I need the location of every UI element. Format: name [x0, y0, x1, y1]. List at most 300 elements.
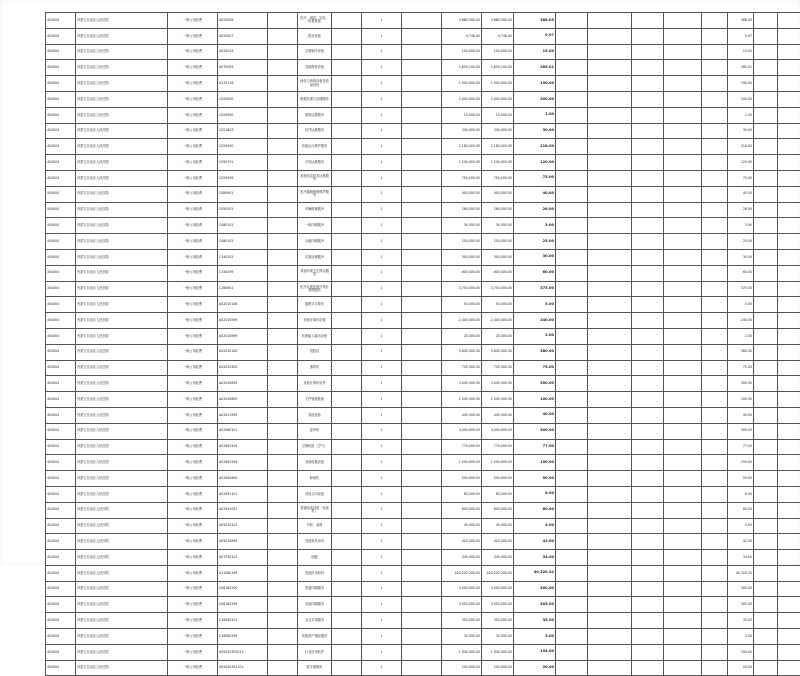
cell-blank: [632, 91, 664, 107]
cell-blank: [556, 360, 588, 376]
cell-quantity: 1: [362, 423, 402, 439]
cell-blank: [332, 534, 362, 550]
cell-blank: [778, 265, 800, 281]
cell-blank: [556, 186, 588, 202]
cell-blank: [588, 534, 632, 550]
cell-code: 404004: [46, 407, 76, 423]
cell-funding-type: 一般公用经费: [168, 486, 218, 502]
cell-blank: [778, 486, 800, 502]
cell-code: 404004: [46, 613, 76, 629]
cell-blank: [402, 13, 442, 29]
cell-blank: [588, 13, 632, 29]
cell-total: 300.00: [728, 581, 754, 597]
cell-code: 404004: [46, 376, 76, 392]
cell-blank: [754, 155, 778, 171]
cell-blank: [268, 344, 298, 360]
cell-blank: [588, 629, 632, 645]
cell-code: 404004: [46, 123, 76, 139]
cell-item-code: C080901: [218, 186, 268, 202]
cell-total: 5.00: [728, 297, 754, 313]
cell-blank: [778, 155, 800, 171]
table-row: [46, 249, 800, 265]
cell-blank: [332, 234, 362, 250]
cell-item-name: 开发运维服务: [298, 155, 332, 171]
cell-blank: [754, 534, 778, 550]
cell-total: 60.00: [728, 265, 754, 281]
cell-code: 404004: [46, 76, 76, 92]
cell-code: 404004: [46, 392, 76, 408]
cell-funding-type: 一般公用经费: [168, 107, 218, 123]
cell-subtotal: 2.00: [514, 328, 556, 344]
cell-item-code: A020008: [218, 13, 268, 29]
cell-item-code: A05010101: [218, 518, 268, 534]
cell-blank: [402, 313, 442, 329]
cell-funding-type: 一般公用经费: [168, 76, 218, 92]
cell-item-name: 空调机组（空气）: [298, 439, 332, 455]
cell-amount: 1,200,000.00: [442, 155, 482, 171]
cell-quantity: 1: [362, 392, 402, 408]
cell-blank: [702, 376, 728, 392]
cell-blank: [402, 186, 442, 202]
cell-blank: [702, 644, 728, 660]
cell-code: 404004: [46, 644, 76, 660]
cell-unit: 内蒙古自治区人民医院: [76, 313, 168, 329]
cell-blank: [268, 597, 298, 613]
cell-funding-type: 一般公用经费: [168, 218, 218, 234]
cell-quantity: 1: [362, 407, 402, 423]
cell-blank: [556, 407, 588, 423]
cell-blank: [268, 502, 298, 518]
cell-amount: 3,000,000.00: [442, 581, 482, 597]
cell-blank: [702, 234, 728, 250]
cell-blank: [702, 581, 728, 597]
cell-blank: [332, 660, 362, 676]
cell-blank: [402, 502, 442, 518]
cell-unit: 内蒙古自治区人民医院: [76, 76, 168, 92]
cell-item-name: 医疗、测量、实验、检查设备: [298, 13, 332, 29]
cell-unit: 内蒙古自治区人民医院: [76, 170, 168, 186]
cell-amount: 420,000.00: [442, 534, 482, 550]
cell-blank: [702, 613, 728, 629]
cell-subtotal: 1.00: [514, 107, 556, 123]
cell-blank: [702, 597, 728, 613]
cell-blank: [402, 28, 442, 44]
cell-unit: 内蒙古自治区人民医院: [76, 439, 168, 455]
cell-item-name: 书柜、桌椅: [298, 518, 332, 534]
cell-funding-type: 一般公用经费: [168, 186, 218, 202]
cell-blank: [778, 170, 800, 186]
cell-blank: [664, 60, 702, 76]
cell-total: 120.00: [728, 155, 754, 171]
cell-blank: [778, 660, 800, 676]
cell-blank: [268, 392, 298, 408]
cell-blank: [268, 407, 298, 423]
cell-amount: 750,000.00: [442, 170, 482, 186]
cell-blank: [268, 629, 298, 645]
cell-blank: [556, 423, 588, 439]
cell-blank: [332, 202, 362, 218]
cell-blank: [588, 60, 632, 76]
cell-blank: [702, 202, 728, 218]
cell-code: 404004: [46, 660, 76, 676]
cell-item-name: 出版印刷服务: [298, 234, 332, 250]
cell-amount: 2,850,100.00: [442, 60, 482, 76]
cell-blank: [664, 281, 702, 297]
cell-blank: [332, 265, 362, 281]
cell-amount: 10,000.00: [442, 107, 482, 123]
cell-blank: [778, 234, 800, 250]
cell-blank: [556, 202, 588, 218]
cell-amount-2: 80,000.00: [482, 486, 514, 502]
cell-item-name: 软件运维服务: [298, 123, 332, 139]
cell-funding-type: 一般公用经费: [168, 249, 218, 265]
cell-blank: [402, 44, 442, 60]
cell-item-name: 垃圾处理服务: [298, 249, 332, 265]
cell-blank: [402, 455, 442, 471]
cell-code: 404004: [46, 313, 76, 329]
cell-blank: [778, 107, 800, 123]
cell-item-code: A02021999: [218, 407, 268, 423]
cell-code: 404004: [46, 249, 76, 265]
cell-blank: [664, 581, 702, 597]
cell-blank: [664, 91, 702, 107]
table-row: [46, 597, 800, 613]
cell-total: 25.00: [728, 234, 754, 250]
cell-funding-type: 一般公用经费: [168, 597, 218, 613]
cell-total: 77.00: [728, 439, 754, 455]
cell-subtotal: 40.00: [514, 186, 556, 202]
cell-blank: [778, 392, 800, 408]
cell-blank: [778, 376, 800, 392]
cell-total: 26.00: [728, 202, 754, 218]
cell-blank: [332, 550, 362, 566]
cell-blank: [754, 486, 778, 502]
cell-item-name: 其他医用材料: [298, 565, 332, 581]
cell-blank: [754, 439, 778, 455]
cell-blank: [402, 486, 442, 502]
cell-amount: 3,750,000.00: [442, 281, 482, 297]
cell-blank: [332, 281, 362, 297]
cell-blank: [702, 218, 728, 234]
cell-blank: [664, 202, 702, 218]
cell-blank: [664, 455, 702, 471]
cell-blank: [268, 234, 298, 250]
cell-subtotal: 26.00: [514, 202, 556, 218]
cell-code: 404004: [46, 139, 76, 155]
cell-blank: [402, 439, 442, 455]
table-row: [46, 281, 800, 297]
cell-total: 30.00: [728, 249, 754, 265]
cell-blank: [632, 281, 664, 297]
cell-blank: [702, 13, 728, 29]
table-row: [46, 455, 800, 471]
cell-blank: [588, 392, 632, 408]
cell-blank: [702, 629, 728, 645]
cell-blank: [332, 76, 362, 92]
cell-blank: [588, 249, 632, 265]
cell-blank: [778, 613, 800, 629]
cell-blank: [556, 644, 588, 660]
cell-blank: [268, 471, 298, 487]
cell-unit: 内蒙古自治区人民医院: [76, 629, 168, 645]
cell-amount: 3,800,000.00: [442, 344, 482, 360]
cell-funding-type: 一般公用经费: [168, 376, 218, 392]
cell-subtotal: 240.00: [514, 313, 556, 329]
table-row: [46, 581, 800, 597]
cell-blank: [556, 44, 588, 60]
cell-total: 50.00: [728, 471, 754, 487]
cell-blank: [664, 376, 702, 392]
cell-amount-2: 400,000.00: [482, 186, 514, 202]
cell-code: 404004: [46, 565, 76, 581]
cell-blank: [664, 44, 702, 60]
cell-quantity: 1: [362, 613, 402, 629]
cell-amount-2: 600,000.00: [482, 502, 514, 518]
cell-subtotal: 300.00: [514, 376, 556, 392]
cell-blank: [556, 76, 588, 92]
cell-blank: [268, 423, 298, 439]
cell-item-code: A170116: [218, 76, 268, 92]
cell-blank: [332, 597, 362, 613]
table-body: [46, 13, 800, 676]
cell-unit: 内蒙古自治区人民医院: [76, 344, 168, 360]
cell-subtotal: 77.00: [514, 439, 556, 455]
cell-blank: [556, 313, 588, 329]
cell-blank: [754, 313, 778, 329]
cell-blank: [588, 407, 632, 423]
cell-blank: [402, 249, 442, 265]
cell-blank: [268, 249, 298, 265]
cell-blank: [402, 139, 442, 155]
table-row: [46, 344, 800, 360]
cell-blank: [588, 550, 632, 566]
table-row: [46, 407, 800, 423]
cell-blank: [402, 107, 442, 123]
cell-blank: [402, 60, 442, 76]
cell-unit: 内蒙古自治区人民医院: [76, 297, 168, 313]
cell-amount-2: 2,180,000.00: [482, 139, 514, 155]
cell-blank: [778, 471, 800, 487]
cell-funding-type: 一般公用经费: [168, 360, 218, 376]
cell-blank: [556, 28, 588, 44]
cell-subtotal: 380.00: [514, 344, 556, 360]
cell-blank: [556, 660, 588, 676]
cell-blank: [556, 629, 588, 645]
cell-blank: [588, 281, 632, 297]
cell-blank: [402, 91, 442, 107]
cell-funding-type: 一般公用经费: [168, 13, 218, 29]
cell-blank: [778, 123, 800, 139]
cell-blank: [664, 249, 702, 265]
cell-blank: [754, 107, 778, 123]
cell-total: 34.00: [728, 550, 754, 566]
cell-blank: [664, 565, 702, 581]
cell-blank: [778, 439, 800, 455]
cell-item-code: A11080199: [218, 565, 268, 581]
cell-blank: [402, 328, 442, 344]
cell-blank: [702, 265, 728, 281]
cell-blank: [754, 202, 778, 218]
cell-blank: [556, 486, 588, 502]
table-row: [46, 155, 800, 171]
cell-blank: [332, 502, 362, 518]
cell-blank: [754, 170, 778, 186]
cell-blank: [556, 597, 588, 613]
cell-unit: 内蒙古自治区人民医院: [76, 534, 168, 550]
cell-amount-2: 420,000.00: [482, 534, 514, 550]
cell-amount-2: 770,000.00: [482, 439, 514, 455]
cell-blank: [332, 155, 362, 171]
cell-blank: [632, 502, 664, 518]
cell-blank: [556, 265, 588, 281]
cell-quantity: 1: [362, 202, 402, 218]
cell-blank: [588, 518, 632, 534]
cell-blank: [588, 597, 632, 613]
cell-quantity: 1: [362, 60, 402, 76]
cell-funding-type: 一般公用经费: [168, 44, 218, 60]
cell-amount: 1,940,000.00: [442, 644, 482, 660]
table-row: [46, 486, 800, 502]
cell-blank: [402, 565, 442, 581]
cell-funding-type: 一般公用经费: [168, 328, 218, 344]
table-row: [46, 91, 800, 107]
cell-blank: [332, 139, 362, 155]
cell-blank: [632, 644, 664, 660]
cell-blank: [778, 534, 800, 550]
cell-code: 404004: [46, 423, 76, 439]
cell-blank: [778, 218, 800, 234]
cell-blank: [332, 360, 362, 376]
cell-item-code: A02061599: [218, 455, 268, 471]
cell-unit: 内蒙古自治区人民医院: [76, 392, 168, 408]
cell-code: 404004: [46, 60, 76, 76]
cell-quantity: 1: [362, 376, 402, 392]
cell-blank: [556, 581, 588, 597]
cell-code: 404004: [46, 218, 76, 234]
cell-item-code: A02020100: [218, 344, 268, 360]
cell-blank: [754, 360, 778, 376]
cell-blank: [556, 107, 588, 123]
cell-blank: [402, 202, 442, 218]
cell-amount-2: 200,000.00: [482, 660, 514, 676]
table-row: [46, 13, 800, 29]
cell-blank: [632, 471, 664, 487]
cell-blank: [664, 186, 702, 202]
cell-total: 190.00: [728, 76, 754, 92]
cell-unit: 内蒙古自治区人民医院: [76, 360, 168, 376]
cell-blank: [632, 44, 664, 60]
cell-item-name: 纯化与消毒设备及药品材料: [298, 76, 332, 92]
cell-total: 20.00: [728, 660, 754, 676]
cell-blank: [556, 234, 588, 250]
cell-blank: [556, 613, 588, 629]
cell-blank: [556, 518, 588, 534]
cell-blank: [268, 660, 298, 676]
cell-quantity: 1: [362, 360, 402, 376]
table-row: [46, 423, 800, 439]
table-row: [46, 518, 800, 534]
cell-item-code: A02091101: [218, 486, 268, 502]
cell-total: 150.00: [728, 455, 754, 471]
cell-blank: [702, 455, 728, 471]
cell-blank: [702, 471, 728, 487]
cell-total: 305.00: [728, 597, 754, 613]
cell-code: 404004: [46, 360, 76, 376]
cell-blank: [268, 565, 298, 581]
cell-blank: [778, 565, 800, 581]
cell-funding-type: 一般公用经费: [168, 234, 218, 250]
cell-code: 404004: [46, 265, 76, 281]
cell-code: 404004: [46, 170, 76, 186]
cell-total: 375.00: [728, 281, 754, 297]
cell-blank: [332, 565, 362, 581]
cell-quantity: 1: [362, 123, 402, 139]
cell-blank: [754, 629, 778, 645]
cell-code: 404004: [46, 629, 76, 645]
cell-total: 42.00: [728, 534, 754, 550]
cell-subtotal: 200.00: [514, 91, 556, 107]
cell-blank: [332, 392, 362, 408]
cell-unit: 内蒙古自治区人民医院: [76, 249, 168, 265]
cell-blank: [754, 91, 778, 107]
cell-amount: 1,000,000.00: [442, 392, 482, 408]
cell-item-name: 其他文印设备: [298, 486, 332, 502]
cell-blank: [402, 297, 442, 313]
cell-total: 40.00: [728, 186, 754, 202]
cell-item-name: 其他计算机设备: [298, 313, 332, 329]
cell-blank: [754, 249, 778, 265]
cell-blank: [778, 297, 800, 313]
cell-total: 388.05: [728, 13, 754, 29]
cell-amount-2: 500,000.00: [482, 471, 514, 487]
cell-blank: [664, 139, 702, 155]
cell-blank: [556, 471, 588, 487]
cell-amount-2: 340,000.00: [482, 550, 514, 566]
cell-total: 40.00: [728, 407, 754, 423]
cell-blank: [268, 76, 298, 92]
cell-funding-type: 一般公用经费: [168, 660, 218, 676]
cell-funding-type: 一般公用经费: [168, 534, 218, 550]
cell-amount-2: 1,900,000.00: [482, 76, 514, 92]
cell-blank: [702, 60, 728, 76]
table-row: [46, 60, 800, 76]
cell-unit: 内蒙古自治区人民医院: [76, 455, 168, 471]
cell-blank: [632, 297, 664, 313]
cell-blank: [332, 218, 362, 234]
cell-blank: [778, 518, 800, 534]
cell-blank: [702, 360, 728, 376]
cell-blank: [632, 376, 664, 392]
cell-blank: [702, 107, 728, 123]
cell-blank: [556, 139, 588, 155]
cell-amount-2: 40,000.00: [482, 518, 514, 534]
cell-blank: [268, 644, 298, 660]
cell-blank: [402, 123, 442, 139]
cell-blank: [632, 28, 664, 44]
cell-funding-type: 一般公用经费: [168, 313, 218, 329]
cell-blank: [402, 629, 442, 645]
cell-unit: 内蒙古自治区人民医院: [76, 265, 168, 281]
cell-unit: 内蒙古自治区人民医院: [76, 44, 168, 60]
cell-blank: [702, 423, 728, 439]
cell-blank: [754, 518, 778, 534]
cell-item-name: 其他环境卫生保洁服务: [298, 265, 332, 281]
cell-blank: [632, 597, 664, 613]
cell-item-code: C020000: [218, 91, 268, 107]
cell-blank: [754, 407, 778, 423]
cell-code: 404004: [46, 234, 76, 250]
cell-code: 404004: [46, 186, 76, 202]
